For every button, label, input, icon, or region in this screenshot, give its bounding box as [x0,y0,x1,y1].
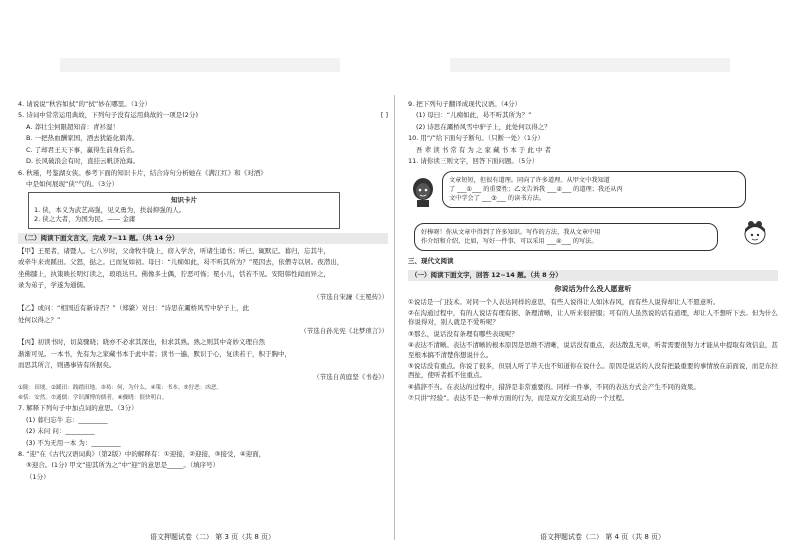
question-10: 10. 用“/”给下面句子断句。（只断一处）（1分） [408,134,544,143]
passage-jia: 或牵牛来责蹊田。父怒，挞之。已而复如初。母曰：“儿痴如此，曷不听其所为？”冕因去，依僧寺以居。夜潜出， [18,258,344,267]
question-4: 4. 请说说“秋容如拭”的“拭”妙在哪里。（1分） [18,100,152,108]
bubble-line: 文章短短，但很有道理。同向了许多道理。从甲文中我知道 [449,176,610,184]
dialogue-2 [408,221,778,255]
option-a: A. 莽壮尘何限超知音：青衫湿！ [26,122,119,131]
passage-jia: 【甲】王冕者，诸暨人。七八岁时，父命牧牛陇上，窃入学舍，听诸生诵书；听已，辄默记。暮归，忘其牛， [18,247,330,256]
header-scan-shade-right [450,58,730,72]
article-paragraph: ①说话是一门技术。对同一个人表达同样的意思，有些人说得让人如沐春风，而有些人说得却让人不愿意听。 [408,297,720,306]
article-title: 你说话为什么没人愿意听 [554,285,632,294]
exam-page-4 [408,100,778,530]
question-9: 9. 把下列句子翻译成现代汉语。（4分） [408,100,522,108]
question-11: 11. 请你读三则文字，回答下面问题。（5分） [408,157,539,166]
page-footer-left: 语文押题试卷（二） 第 3 页（共 8 页） [150,533,276,541]
speech-bubble-2 [414,223,718,252]
passage-yi: 处何以得之？” [18,315,61,324]
answer-bracket: [ ] [380,111,388,120]
question-7: 7. 解释下列句子中加点词的意思。（3分） [18,404,138,413]
passage-jia-source: （节选自宋濂《王冕传》） [313,292,388,301]
question-5 [18,111,388,120]
question-9-item: (2) 诗思在灞桥风雪中驴子上，此处何以得之？ [416,122,551,131]
article-paragraph: ③那么，说话没有条理有哪些表现呢？ [408,329,518,338]
girl-avatar-icon [742,221,768,251]
article-paragraph: ②在沟通过程中，有的人说话有理有据、条理清晰，让人听来很舒服；可有的人虽然说的话有道理，却让人不想听下去。但为什么你说得对，别人就是不爱听呢？ [408,308,778,327]
option-d: D. 长风破浪会有时，直挂云帆济沧海。 [26,157,140,166]
question-8-cont: ⑤迎合。(1分) 甲文“迎其所为之”中“迎”的意思是_____。（填序号） [26,461,220,470]
page-divider [394,95,395,540]
question-6-cont: 中是如何展现“侠”气的。（3分） [26,179,119,188]
passage-yi-source: （节选自孙光宪《北梦琐言》） [300,327,388,336]
passage-jia: 坐佛膝上，执策映长明灯读之，琅琅达旦。佛像多土偶，狞恶可怖；冕小儿，恬若不见。安阳韩性闻而异之， [18,269,330,278]
question-7-item: (3) 不为无用一本 为：_________ [26,438,121,447]
bubble-line: 文中学会了 ___③___ 的读书方法。 [449,195,546,203]
page-footer-right: 语文押题试卷（二） 第 4 页（共 8 页） [540,533,666,541]
bubble-line: 了 ___①___ 的重要性；乙文告诉我 ___②___ 的道理；我还从丙 [449,185,623,193]
knowledge-card-line: 1. 侠，本义为武艺高强，见义勇为，扶弱抑强的人。 [34,205,186,214]
question-7-item: (1) 暮归忘牛 忘：_________ [26,415,108,424]
footnote: ⑥恬：安然。⑦通儒：学识渊博的儒者。⑧骤晓：很快明白。 [18,395,168,402]
boy-avatar-icon [410,177,436,207]
speech-bubble-1 [442,171,746,209]
article-paragraph: ⑦只讲“经验”。表达不是一种单方面的行为，而是双方交流互动的一个过程。 [408,394,629,403]
passage-jia: 录为弟子，学遂为通儒。 [18,281,90,290]
article-paragraph: ④表达不清晰。表达不清晰的根本原因是思维不清晰，说话没有重点，表达散乱无章，听者需要很努力才能从中提取有效信息，甚至根本搞不清楚你想说什么。 [408,341,778,359]
question-8: 8. “迎”在《古代汉语词典》（第2版）中的解释有：①迎接，②迎接，③接受，④迎面， [18,450,266,459]
section-3-heading: 三、现代文阅读 [408,256,454,265]
question-7-item: (2) 未问 问：_________ [26,427,95,436]
article-paragraph: ⑤说话没有重点。你说了很多，但别人听了半天也不知道你在说什么。原因是说话的人没有把最重要的事情放在前面说，而是东拉西扯，使听者抓不住重点。 [408,362,778,380]
dialogue-1 [408,169,778,219]
knowledge-card-line: 2. 侠之大者，为国为民。—— 金庸 [34,215,136,224]
knowledge-card-title: 知识卡片 [171,196,197,205]
article-paragraph: ⑥措辞不当。在表达的过程中，措辞是非常重要的。同样一件事，不同的表达方式会产生不同的效果。 [408,382,700,391]
question-9-item: (1) 母曰：“儿痴如此，曷不听其所为？” [416,111,532,120]
footnote: ①陇：田埂。②蹊田：践踏田地。③曷：何，为什么。④策：书本。⑤狞恶：凶恶。 [18,385,223,392]
bubble-line: 好棒呀！你从文章中得到了许多知识。写作的方法，我从文章中用 [421,228,601,236]
section-2-heading: （二）阅读下面文言文，完成 7~11 题。（共 14 分） [18,233,388,244]
question-10-text: 吾 辈 读 书 常 有 为 之 家 藏 书 本 于 此 中 者 [416,145,551,154]
header-scan-shade-left [60,58,340,72]
passage-bing: 【丙】初读书时，切莫骤晓；晓亦不必求其深也，但求其熟。熟之则其中奇妙义理自然 [18,338,265,347]
passage-yi: 【乙】或问：“相国近有新诗否？”（郑綮）对曰：“诗思在灞桥风雪中驴子上，此 [18,304,250,313]
passage-bing-source: （节选自黄庭坚《书卷》） [313,372,388,381]
passage-bing: 而思其所言，则遇事皆有所据矣。 [18,361,116,370]
exam-page-3 [18,100,388,530]
knowledge-card [28,192,340,228]
question-8-cont: （1分） [26,472,50,481]
option-c: C. 了却君王天下事，赢得生前身后名。 [26,145,139,154]
question-6: 6. 秋瑾，号鉴湖女侠。参考下面的知识卡片，结合诗句分析她在《满江红》和《对酒》 [18,168,267,177]
bubble-line: 作介绍和介绍，比如，写好一件事，可以采用 ___④___ 的写法。 [421,237,598,245]
subsection-1-heading: （一）阅读下面文字，回答 12~14 题。（共 8 分） [408,270,778,281]
option-b: B. 一把热血酬家国，洒去犹能化碧涛。 [26,134,139,143]
question-5-text: 5. 诗词中常常运用典故，下列句子没有运用典故的一项是(2分) [18,111,198,120]
passage-bing: 渐渐可见。一本书，先有为之家藏书本于此中者；读书一遍，默识于心，复读若干，积于胸中， [18,349,291,358]
